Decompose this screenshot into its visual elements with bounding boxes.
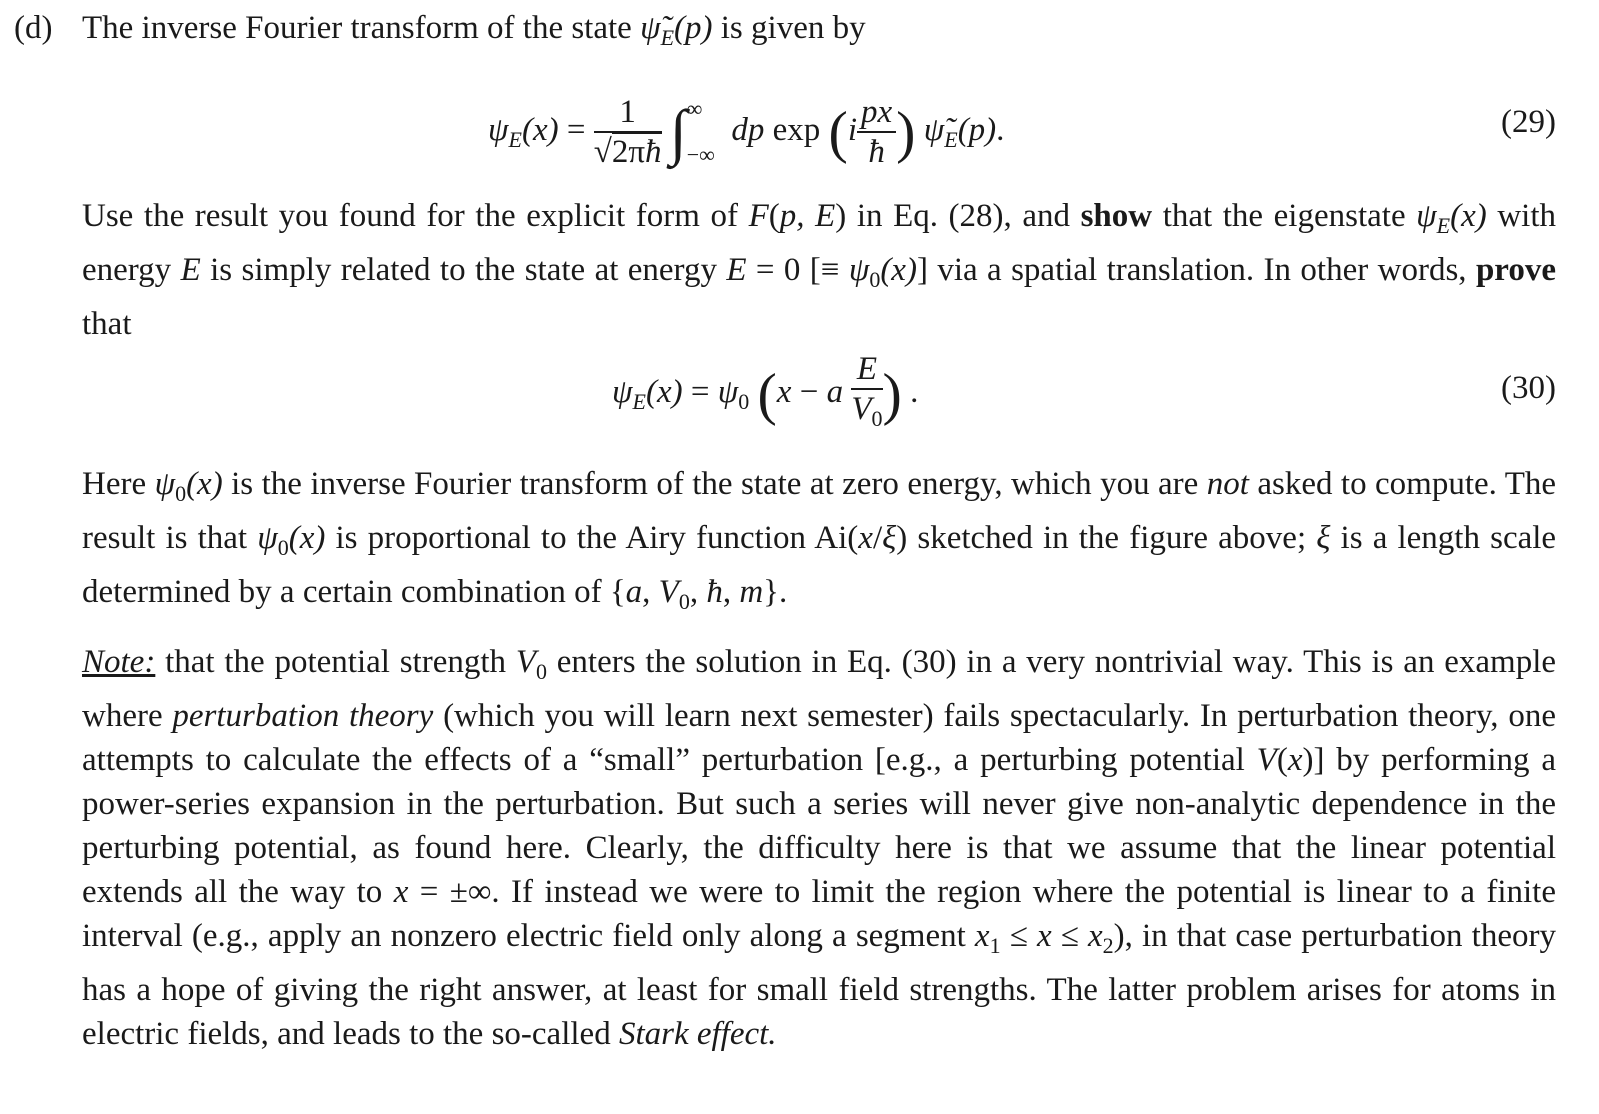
part-intro (82, 10, 866, 51)
emphasis-prove: prove (1475, 252, 1556, 288)
part-label: (d) (14, 10, 53, 46)
note-label: Note: (82, 644, 156, 680)
paragraph-instructions: Use the result you found for the explicit form of F(p, E) in Eq. (28), and show that the eigenstate $\psi_E(x)$ with energy E is simply related to the state at energy E = 0 [≡ $\psi_0(x)$] via a spatial translation. In other words, prove that (82, 198, 1557, 342)
equation-29-number: (29) (1501, 104, 1556, 140)
equation-30: $\psi_E(x) = \psi_0$ (x − a $\frac{E}{V_0}$ ) . (612, 351, 919, 432)
emphasis-not: not (1206, 466, 1249, 502)
intro-text-after: is given by (720, 10, 866, 46)
paragraph-note: Note: that the potential strength $V_0$ enters the solution in Eq. (30) in a very nontrivial way. This is an example where perturbation theory (which you will learn next semester) fails spectacularly. In perturbation theory, one attempts to calculate the effects of a “small” perturbation [e.g., a perturbing potential V(x)] by performing a power-series expansion in the perturbation. But such a series will never give non-analytic dependence in the perturbing potential, as found here. Clearly, the difficulty here is that we assume that the linear potential extends all the way to x = ±∞. If instead we were to limit the region where the potential is linear to a finite interval (e.g., apply an nonzero electric field only along a segment $x_1 \le x \le x_2$), in that case perturbation theory has a hope of giving the right answer, at least for small field strengths. The latter problem arises for atoms in electric fields, and leads to the so-called Stark effect. (82, 644, 1557, 1052)
emphasis-perturbation-theory: perturbation theory (172, 698, 434, 734)
intro-text-before: The inverse Fourier transform of the state (82, 10, 632, 46)
equation-30-number: (30) (1501, 370, 1556, 406)
emphasis-show: show (1080, 198, 1153, 234)
paragraph-airy: Here $\psi_0(x)$ is the inverse Fourier transform of the state at zero energy, which you are not asked to compute. The result is that $\psi_0(x)$ is proportional to the Airy function Ai(x/ξ) sketched in the figure above; ξ is a length scale determined by a certain combination of {a, $V_0$, ħ, m}. (82, 466, 1557, 614)
emphasis-stark-effect: Stark effect. (618, 1016, 777, 1052)
equation-29: $\psi_E(x)$ = $\frac{1}{√2\pi ħ}$ ∫ ∞ −∞ dp exp (i $\frac{px}{ħ}$ ) $\psĩ_E(p)$. (488, 94, 1005, 171)
psi-tilde-symbol: $\psĩ_E(p)$ (640, 10, 713, 50)
